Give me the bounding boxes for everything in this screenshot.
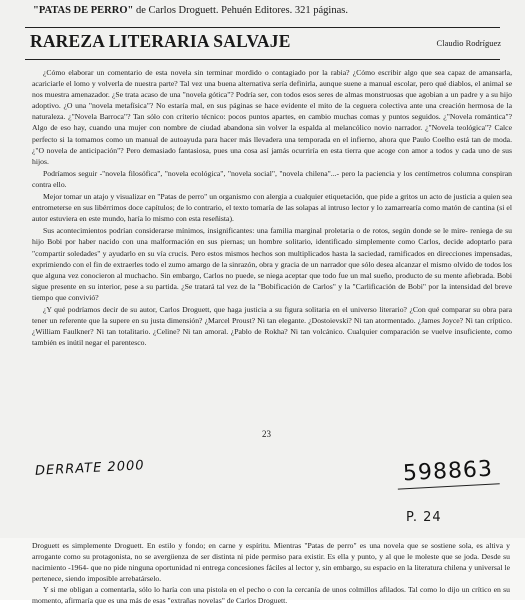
handwritten-note-left: DERRATE 2000 — [34, 458, 145, 479]
article-body — [32, 67, 512, 349]
article-paragraph: Sus acontecimientos podrían considerarse mínimos, insignificantes: una familia marginal proletaria o de rotos, según donde se le mire- reniega de su hijo Bobi por haber nacido con una malformación en sus piernas; un hombre solitario, identificado simplemente como Carlos, decide adoptarlo para "compartir soledades" y ayudarlo en su vía crucis. Pero estos mismos hechos son multiplicados hasta la saciedad, ramificados en direcciones impensadas, exprimiendo con el fin de extraerles todo el zumo amargo de la sinrazón, obra y gracia de un narrador que sólo desea alcanzar el mismo olvido de todos los que alguna vez conocieron al muchacho. Sin embargo, Carlos no puede, se niega aceptar que todo fue un mal sueño, producto de su mente afiebrada. Bobi sigue presente en su interior, pese a su partida. ¿Se tratará tal vez de la "Bobificación de Carlos" y la "Carlificación de Bobi" por la intensidad del breve tiempo que convivió? — [32, 226, 512, 302]
book-reference-header — [33, 5, 348, 16]
handwritten-catalog-number: 598863 — [402, 456, 494, 487]
article-paragraph: Podríamos seguir -"novela filosófica", "novela ecológica", "novela social", "novela chilena"...- pero la paciencia y los centímetros columna conspiran contra ello. — [32, 168, 512, 189]
article-paragraph: ¿Cómo elaborar un comentario de esta novela sin terminar mordido o contagiado por la rabia? ¿Cómo escribir algo que sea capaz de amansarla, acariciarle el lomo y volverla de nuestra parte? Tal vez una buena alternativa sería definirla, aunque suene a manual escolar, pero qué diablos, el animal se nos muestra amenazador. ¿Se trata acaso de una "novela gótica"? Podría ser, con todos esos seres de almas monstruosas que agobian a un padre y a su hijo adoptivo. ¿O una "novela metafísica"? No estaría mal, en sus páginas se hace evidente el mito de la ceguera colectiva ante una creación hermosa de la naturaleza. ¿"Novela Barroca"? Tan sólo con criterio técnico: pocos puntos apartes, en cambio muchas comas y puntos seguidos. ¿"Novela romántica"? Algo de eso hay, cuando una mujer con nombre de ciudad abandona sin volver la espalda al melancólico novio narrador. ¿"Novela teológica"? Calce perfecto si la tomamos como un manual de autoayuda para hacer más llevadera una temporada en el infierno, ahora que Paulo Coelho está tan de moda. ¿"O novela de anticipación"? Pero demasiado fantasiosa, pues una cosa así jamás ocurriría en esta tierra que acoge con amor a todos y cada uno de sus hijos. — [32, 68, 512, 166]
continuation-paragraph: Y si me obligan a comentarla, sólo lo haría con una pistola en el pecho o con la cercanía de unos colmillos afilados. Tal como lo dijo un crítico en su momento, afirmaría que es una más de esas "extrañas novelas" de Carlos Droguett. — [32, 585, 510, 605]
handwritten-page-marker: P. 24 — [406, 510, 442, 525]
header-rule — [25, 27, 500, 28]
article-paragraph: ¿Y qué podríamos decir de su autor, Carlos Droguett, que haga justicia a su figura solitaria en el universo literario? ¿Con qué comparar su obra para tener un referente que la supere en su justa dimensión? ¿Marcel Proust? Ni tan elegante. ¿Dostoievski? Ni tan atormentado. ¿James Joyce? Ni tan críptico. ¿William Faulkner? Ni tan totalitario. ¿Celine? Ni tan amoral. ¿Pablo de Rokha? Ni tan volcánico. Cualquier comparación se vuelve insuficiente, como también es inútil negar el parentesco. — [32, 304, 512, 348]
article-title: RAREZA LITERARIA SALVAJE — [30, 31, 291, 51]
page-number: 23 — [262, 429, 271, 439]
continuation-text — [32, 540, 510, 606]
article-author: Claudio Rodríguez — [436, 38, 501, 48]
continuation-paragraph: Droguett es simplemente Droguett. En estilo y fondo; en carne y espíritu. Mientras "Patas de perro" es una novela que se sostiene sola, es altiva y arrogante como su protagonista, no se avergüenza de ser distinta ni pide permiso para existir. Es ella y punto, y al que le moleste que se joda. Desde su nacimiento -1964- que no pide ninguna oportunidad ni entrega concesiones fáciles al lector y, sin embargo, su espacio en la literatura chilena y universal le pertenece, siendo imposible arrebatárselo. — [32, 541, 510, 583]
article-paragraph: Mejor tomar un atajo y visualizar en "Patas de perro" un organismo con alergia a cualquier etiquetación, que pide a gritos un acto de justicia a quien sea entrometerse en sus libérrimos doce capítulos; de lo contrario, el texto tomaría de las solapas al intruso lector y lo zamarrearía como matón de cantina (si el autor estuviera en este mundo, haría lo mismo con esta reseñista). — [32, 192, 512, 224]
book-publication-info: de Carlos Droguett. Pehuén Editores. 321 páginas. — [133, 5, 348, 16]
book-title: "PATAS DE PERRO" — [33, 5, 134, 16]
title-rule — [25, 59, 500, 60]
